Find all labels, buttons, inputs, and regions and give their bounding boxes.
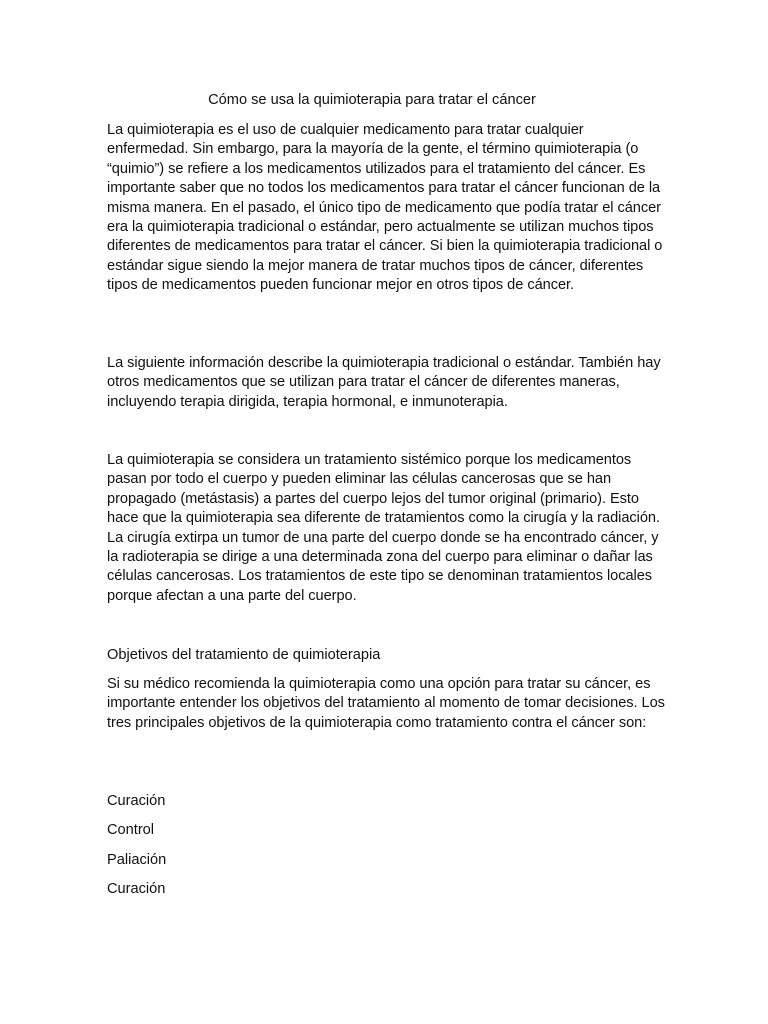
list-item: Control (107, 822, 155, 839)
document-title: Cómo se usa la quimioterapia para tratar el cáncer (208, 92, 536, 108)
systemic-treatment-paragraph: La quimioterapia se considera un tratamiento sistémico porque los medicamentos pasan por todo el cuerpo y pueden eliminar las células cancerosas que se han propagado (metástasis) a partes del cuerpo lejos del tumor original (primario). Esto hace que la quimioterapia sea diferente de tratamientos como la cirugía y la radiación. La cirugía extirpa un tumor de una parte del cuerpo donde se ha encontrado cáncer, y la radioterapia se dirige a una determinada zona del cuerpo para eliminar o dañar las células cancerosas. Los tratamientos de este tipo se denominan tratamientos locales porque afectan a una parte del cuerpo. (107, 452, 660, 604)
standard-chemo-paragraph: La siguiente información describe la quimioterapia tradicional o estándar. También hay otros medicamentos que se utilizan para tratar el cáncer de diferentes maneras, incluyendo terapia dirigida, terapia hormonal, e inmunoterapia. (107, 355, 661, 410)
intro-paragraph: La quimioterapia es el uso de cualquier medicamento para tratar cualquier enfermedad. Sin embargo, para la mayoría de la gente, el término quimioterapia (o “quimio”) se refiere a los medicamentos utilizados para el tratamiento del cáncer. Es importante saber que no todos los medicamentos para tratar el cáncer funcionan de la misma manera. En el pasado, el único tipo de medicamento que podía tratar el cáncer era la quimioterapia tradicional o estándar, pero actualmente se utilizan muchos tipos diferentes de medicamentos para tratar el cáncer. Si bien la quimioterapia tradicional o estándar sigue siendo la mejor manera de tratar muchos tipos de cáncer, diferentes tipos de medicamentos pueden funcionar mejor en otros tipos de cáncer. (107, 122, 663, 294)
section-heading: Objetivos del tratamiento de quimioterapia (107, 647, 381, 663)
goals-intro-paragraph: Si su médico recomienda la quimioterapia como una opción para tratar su cáncer, es importante entender los objetivos del tratamiento al momento de tomar decisiones. Los tres principales objetivos de la quimioterapia como tratamiento contra el cáncer son: (107, 676, 665, 731)
goals-list (107, 792, 166, 909)
list-item: Curación (107, 880, 166, 897)
list-item: Paliación (107, 851, 167, 868)
list-item: Curación (107, 793, 166, 809)
